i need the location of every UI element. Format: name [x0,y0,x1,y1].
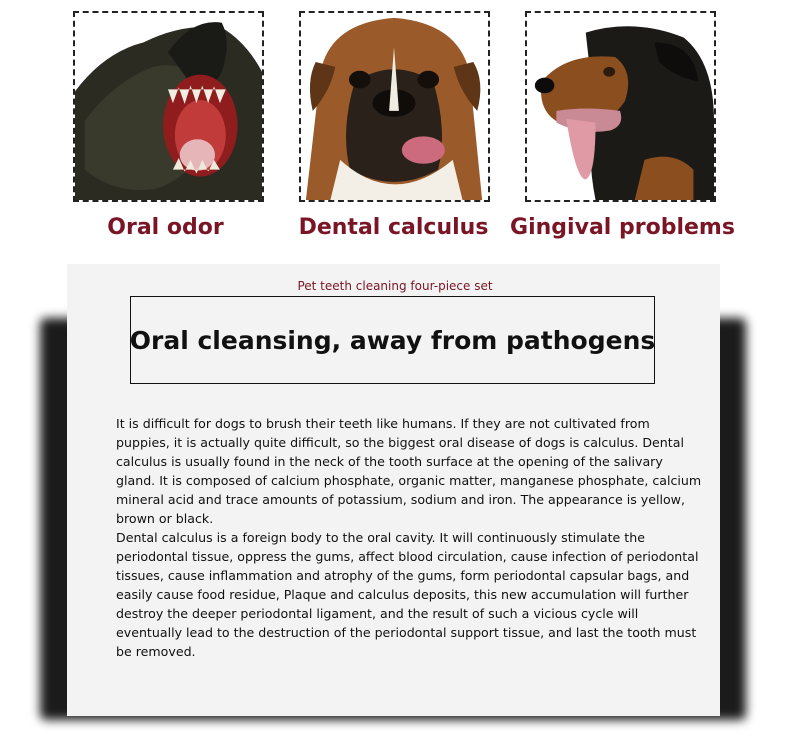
card-subtitle: Pet teeth cleaning four-piece set [297,279,493,293]
headline-frame [130,296,655,384]
dental-calculus-caption: Dental calculus [298,215,489,240]
gingival-problems-photo [525,11,716,202]
card-body [116,414,704,661]
card-headline: Oral cleansing, away from pathogens [129,325,656,355]
gingival-problems-caption: Gingival problems [510,215,735,240]
body-paragraph: It is difficult for dogs to brush their teeth like humans. If they are not cultivated from puppies, it is actually quite difficult, so the biggest oral disease of dogs is calculus. Dental calculus is usually found in the neck of the tooth surface at the opening of the salivary gland. It is composed of calcium phosphate, organic matter, manganese phosphate, calcium mineral acid and trace amounts of potassium, sodium and iron. The appearance is yellow, brown or black. [116,416,702,526]
boxer-dog-face-icon [301,13,488,200]
oral-odor-caption: Oral odor [107,215,224,240]
oral-odor-photo [73,11,264,202]
growling-dog-mouth-icon [75,13,262,200]
rottweiler-dog-face-icon [527,13,714,200]
dental-calculus-photo [299,11,490,202]
body-paragraph: Dental calculus is a foreign body to the oral cavity. It will continuously stimulate the periodontal tissue, oppress the gums, affect blood circulation, cause infection of periodontal tissues, cause inflammation and atrophy of the gums, form periodontal capsular bags, and easily cause food residue, Plaque and calculus deposits, this new accumulation will further destroy the deeper periodontal ligament, and the result of such a vicious cycle will eventually lead to the destruction of the periodontal support tissue, and last the tooth must be removed. [116,530,699,659]
